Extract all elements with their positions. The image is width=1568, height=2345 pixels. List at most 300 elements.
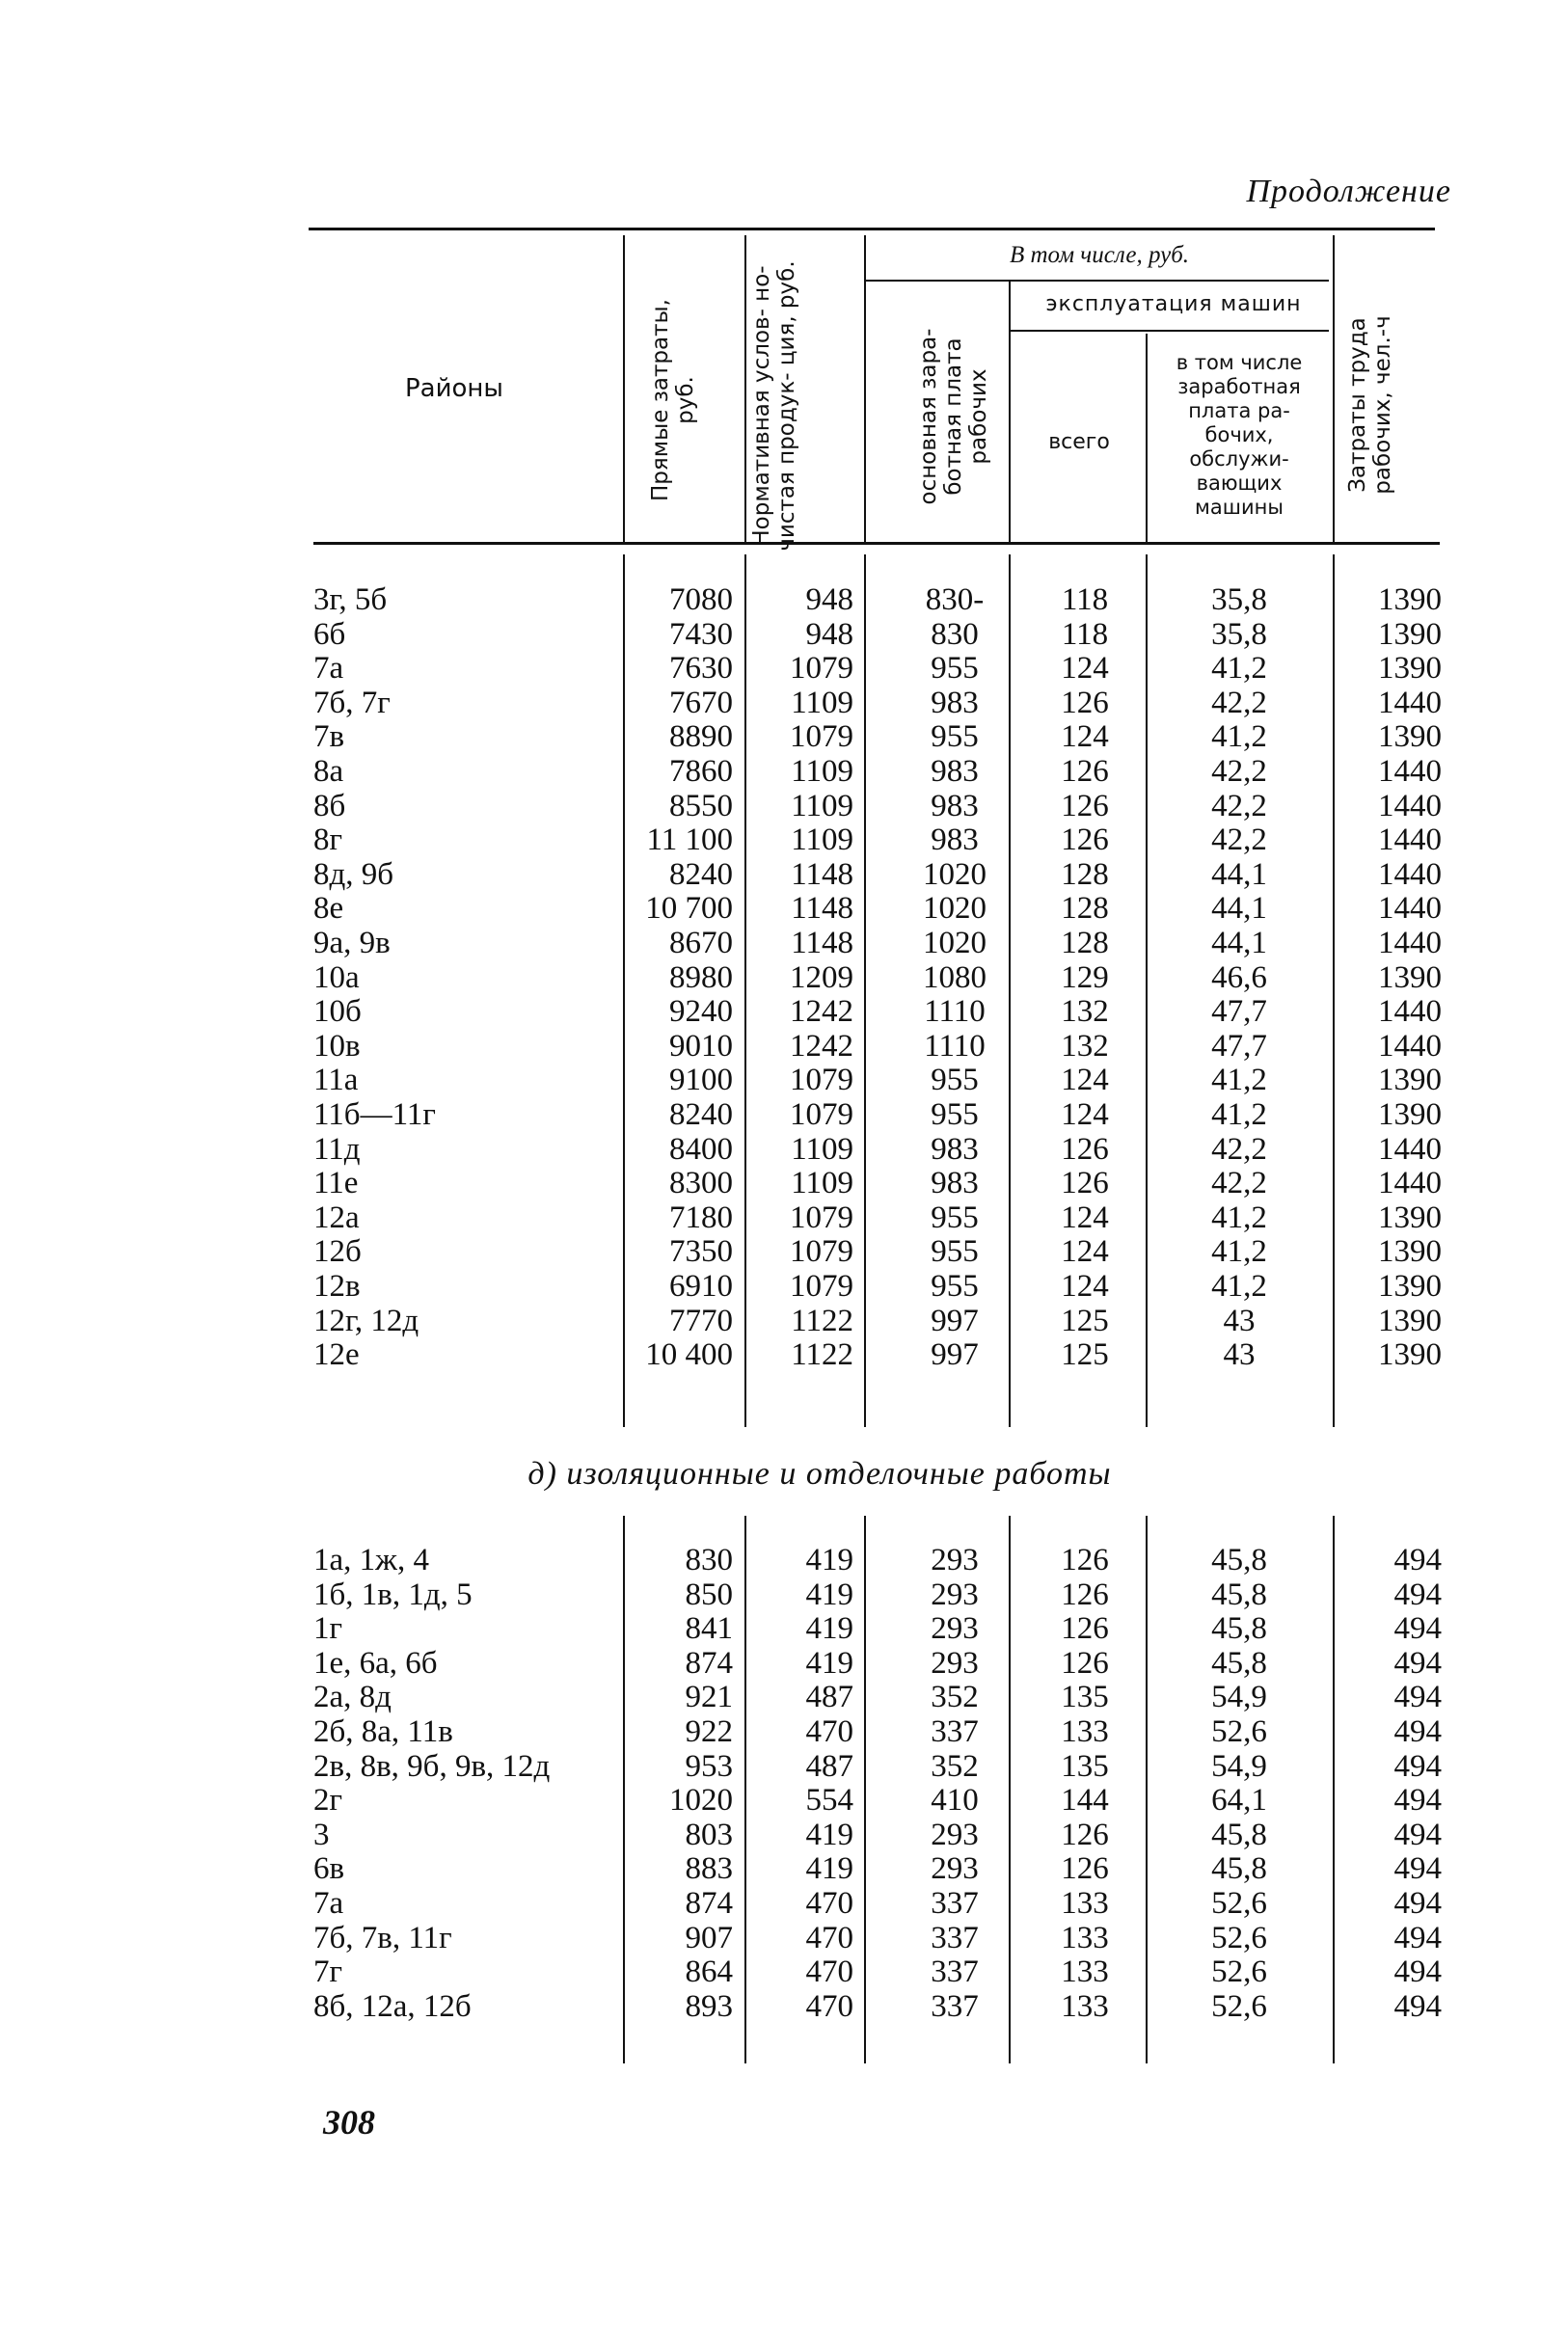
basic-wage-cell: 293 — [931, 1543, 979, 1577]
region-cell: 1г — [313, 1611, 343, 1647]
machine-total-cell: 126 — [1061, 1577, 1109, 1612]
direct-costs-cell: 9240 — [669, 994, 733, 1030]
region-cell: 2б, 8а, 11в — [313, 1714, 453, 1749]
region-cell: 10а — [313, 959, 360, 995]
header-bottom-rule — [313, 542, 1440, 545]
basic-wage-cell: 955 — [931, 1063, 979, 1098]
direct-costs-cell: 8240 — [669, 1097, 733, 1132]
normative-product-cell: 1109 — [791, 685, 853, 720]
normative-product-cell: 1079 — [790, 1269, 853, 1304]
operator-wage-cell: 44,1 — [1211, 891, 1267, 927]
machine-total-cell: 126 — [1061, 754, 1109, 789]
table-row — [0, 1954, 1568, 1989]
direct-costs-cell: 8670 — [669, 926, 733, 960]
direct-costs-cell: 7670 — [669, 685, 733, 720]
region-cell: 12а — [313, 1199, 360, 1235]
section-title: д) изоляционные и отделочные работы — [527, 1456, 1112, 1492]
labor-costs-cell: 1390 — [1378, 719, 1442, 755]
region-cell: 11а — [313, 1063, 359, 1098]
operator-wage-cell: 41,2 — [1211, 651, 1267, 687]
region-cell: 2а, 8д — [313, 1680, 392, 1715]
table-row — [0, 1680, 1568, 1714]
including-rub-header: В том числе, руб. — [1009, 242, 1190, 268]
table-row — [0, 926, 1568, 960]
table-row — [0, 686, 1568, 720]
direct-costs-cell: 874 — [685, 1645, 733, 1681]
machine-total-cell: 126 — [1061, 1543, 1109, 1577]
machine-total-cell: 124 — [1061, 651, 1109, 687]
labor-costs-cell: 1440 — [1378, 754, 1442, 789]
operator-wage-cell: 52,6 — [1211, 1988, 1267, 2024]
labor-costs-cell: 494 — [1393, 1988, 1442, 2024]
normative-product-cell: 419 — [805, 1817, 853, 1852]
region-cell: 1е, 6а, 6б — [313, 1645, 438, 1681]
labor-costs-cell: 1440 — [1378, 1028, 1442, 1064]
labor-costs-cell: 1440 — [1378, 856, 1442, 892]
machine-total-cell: 126 — [1061, 1131, 1109, 1167]
labor-costs-cell: 494 — [1393, 1714, 1442, 1749]
machine-total-cell: 128 — [1061, 856, 1109, 892]
table-row — [0, 1029, 1568, 1064]
basic-wage-cell: 997 — [931, 1303, 979, 1338]
region-cell: 8б, 12а, 12б — [313, 1988, 472, 2024]
machine-total-cell: 124 — [1061, 1199, 1109, 1235]
region-cell: 8а — [313, 754, 344, 789]
labor-costs-cell: 1390 — [1378, 1063, 1442, 1098]
table-row — [0, 1337, 1568, 1372]
machine-total-cell: 133 — [1061, 1988, 1109, 2024]
normative-product-cell: 419 — [805, 1645, 853, 1681]
labor-costs-cell: 1390 — [1378, 1337, 1442, 1373]
machine-total-cell: 132 — [1061, 994, 1109, 1030]
direct-costs-cell: 7430 — [669, 616, 733, 652]
machine-total-cell: 125 — [1061, 1337, 1109, 1373]
table-row — [0, 1097, 1568, 1132]
normative-product-cell: 1109 — [791, 1166, 853, 1201]
direct-costs-cell: 8550 — [669, 788, 733, 823]
region-cell: 12е — [313, 1337, 360, 1373]
machine-total-cell: 126 — [1061, 1851, 1109, 1887]
table-row — [0, 1851, 1568, 1886]
region-header: Районы — [405, 374, 503, 403]
table-row — [0, 1200, 1568, 1235]
total-header: всего — [1048, 430, 1110, 454]
table-row — [0, 960, 1568, 995]
normative-product-cell: 554 — [805, 1783, 853, 1819]
normative-product-cell: 1109 — [791, 788, 853, 823]
basic-wage-cell: 983 — [931, 754, 979, 789]
labor-costs-cell: 494 — [1393, 1543, 1442, 1577]
region-cell: 10в — [313, 1028, 361, 1064]
normative-product-cell: 1109 — [791, 1131, 853, 1167]
region-cell: 2в, 8в, 9б, 9в, 12д — [313, 1748, 551, 1784]
normative-product-cell: 470 — [805, 1988, 853, 2024]
labor-costs-cell: 1440 — [1378, 822, 1442, 858]
basic-wage-cell: 293 — [931, 1611, 979, 1647]
labor-costs-cell: 494 — [1393, 1886, 1442, 1921]
direct-costs-cell: 7860 — [669, 754, 733, 789]
region-cell: 11е — [313, 1166, 359, 1201]
direct-costs-cell: 803 — [685, 1817, 733, 1852]
direct-costs-cell: 8240 — [669, 856, 733, 892]
table-row — [0, 1749, 1568, 1784]
basic-wage-cell: 1020 — [923, 891, 987, 927]
operator-wage-cell: 41,2 — [1211, 1063, 1267, 1098]
operator-wage-cell: 45,8 — [1211, 1645, 1267, 1681]
normative-product-cell: 948 — [805, 582, 853, 617]
region-cell: 7а — [313, 651, 344, 687]
normative-product-cell: 470 — [805, 1886, 853, 1921]
machine-total-cell: 126 — [1061, 1611, 1109, 1647]
operator-wage-cell: 52,6 — [1211, 1954, 1267, 1990]
basic-wage-cell: 955 — [931, 1234, 979, 1270]
region-cell: 6в — [313, 1851, 345, 1887]
basic-wage-cell: 955 — [931, 719, 979, 755]
normative-product-cell: 1079 — [790, 1234, 853, 1270]
operator-wage-cell: 41,2 — [1211, 1199, 1267, 1235]
machine-total-cell: 124 — [1061, 1097, 1109, 1132]
basic-wage-cell: 293 — [931, 1645, 979, 1681]
labor-costs-cell: 1390 — [1378, 1269, 1442, 1304]
direct-costs-cell: 922 — [685, 1714, 733, 1749]
direct-costs-cell: 907 — [685, 1920, 733, 1955]
basic-wage-cell: 337 — [931, 1954, 979, 1990]
normative-product-cell: 470 — [805, 1920, 853, 1955]
machine-total-cell: 135 — [1061, 1680, 1109, 1715]
direct-costs-cell: 7080 — [669, 582, 733, 617]
including-subrule — [866, 280, 1329, 282]
region-cell: 12г, 12д — [313, 1303, 419, 1338]
direct-costs-cell: 850 — [685, 1577, 733, 1612]
region-cell: 7в — [313, 719, 345, 755]
labor-costs-cell: 1440 — [1378, 685, 1442, 720]
machine-total-cell: 126 — [1061, 1645, 1109, 1681]
table-row — [0, 1269, 1568, 1304]
direct-costs-cell: 11 100 — [646, 822, 733, 858]
region-cell: 7г — [313, 1954, 343, 1990]
operator-wage-cell: 45,8 — [1211, 1543, 1267, 1577]
labor-costs-cell: 1440 — [1378, 891, 1442, 927]
machine-total-cell: 133 — [1061, 1886, 1109, 1921]
normative-product-cell: 470 — [805, 1714, 853, 1749]
operator-wage-cell: 41,2 — [1211, 1097, 1267, 1132]
normative-product-cell: 1209 — [790, 959, 853, 995]
operator-wage-cell: 42,2 — [1211, 1166, 1267, 1201]
labor-costs-cell: 1390 — [1378, 582, 1442, 617]
basic-wage-cell: 997 — [931, 1337, 979, 1373]
machine-total-cell: 125 — [1061, 1303, 1109, 1338]
direct-costs-cell: 874 — [685, 1886, 733, 1921]
basic-wage-cell: 410 — [931, 1783, 979, 1819]
operator-wage-cell: 42,2 — [1211, 822, 1267, 858]
operator-wage-cell: 64,1 — [1211, 1783, 1267, 1819]
labor-costs-cell: 1390 — [1378, 1097, 1442, 1132]
labor-costs-cell: 1440 — [1378, 1166, 1442, 1201]
normative-product-cell: 1242 — [790, 1028, 853, 1064]
basic-wage-cell: 983 — [931, 685, 979, 720]
direct-costs-cell: 864 — [685, 1954, 733, 1990]
operator-wage-cell: 52,6 — [1211, 1714, 1267, 1749]
labor-costs-cell: 494 — [1393, 1611, 1442, 1647]
hdr-vline-5 — [1146, 334, 1148, 542]
region-cell: 8б — [313, 788, 346, 823]
labor-costs-cell: 1390 — [1378, 651, 1442, 687]
basic-wage-cell: 955 — [931, 651, 979, 687]
normative-product-cell: 1079 — [790, 1063, 853, 1098]
machines-subrule — [1011, 330, 1329, 332]
operator-wage-cell: 47,7 — [1211, 1028, 1267, 1064]
basic-wage-header: основная зара- ботная плата рабочих — [916, 328, 991, 505]
region-cell: 6б — [313, 616, 346, 652]
labor-costs-cell: 1440 — [1378, 994, 1442, 1030]
labor-costs-cell: 1440 — [1378, 788, 1442, 823]
machine-total-cell: 118 — [1061, 582, 1109, 617]
table-row — [0, 1577, 1568, 1612]
operator-wage-cell: 44,1 — [1211, 926, 1267, 960]
normative-product-cell: 1242 — [790, 994, 853, 1030]
basic-wage-cell: 983 — [931, 1131, 979, 1167]
table-row — [0, 1989, 1568, 2024]
region-cell: 8е — [313, 891, 344, 927]
table-row — [0, 891, 1568, 926]
machine-total-cell: 133 — [1061, 1920, 1109, 1955]
table-row — [0, 719, 1568, 754]
operator-wage-cell: 43 — [1223, 1303, 1256, 1338]
direct-costs-cell: 9010 — [669, 1028, 733, 1064]
operator-wage-cell: 45,8 — [1211, 1851, 1267, 1887]
basic-wage-cell: 955 — [931, 1097, 979, 1132]
machine-total-cell: 126 — [1061, 822, 1109, 858]
table-row — [0, 1886, 1568, 1921]
region-cell: 7б, 7в, 11г — [313, 1920, 452, 1955]
machine-total-cell: 124 — [1061, 1063, 1109, 1098]
normative-product-cell: 1109 — [791, 754, 853, 789]
region-cell: 3 — [313, 1817, 330, 1852]
table-row — [0, 857, 1568, 892]
labor-costs-cell: 1390 — [1378, 1234, 1442, 1270]
operator-wage-cell: 42,2 — [1211, 1131, 1267, 1167]
table-row — [0, 1132, 1568, 1167]
basic-wage-cell: 293 — [931, 1577, 979, 1612]
table-row — [0, 1714, 1568, 1749]
table-row — [0, 822, 1568, 857]
basic-wage-cell: 293 — [931, 1817, 979, 1852]
operator-wage-cell: 47,7 — [1211, 994, 1267, 1030]
labor-costs-header: Затраты труда рабочих, чел.-ч — [1345, 315, 1395, 495]
region-cell: 9а, 9в — [313, 926, 391, 960]
direct-costs-cell: 7350 — [669, 1234, 733, 1270]
hdr-vline-3 — [864, 235, 866, 542]
operator-wage-cell: 42,2 — [1211, 788, 1267, 823]
direct-costs-cell: 8890 — [669, 719, 733, 755]
direct-costs-cell: 7630 — [669, 651, 733, 687]
direct-costs-cell: 10 700 — [645, 891, 733, 927]
table-row — [0, 1063, 1568, 1097]
normative-product-cell: 470 — [805, 1954, 853, 1990]
labor-costs-cell: 494 — [1393, 1851, 1442, 1887]
labor-costs-cell: 1390 — [1378, 1199, 1442, 1235]
basic-wage-cell: 1020 — [923, 926, 987, 960]
machine-total-cell: 124 — [1061, 719, 1109, 755]
operator-wage-cell: 45,8 — [1211, 1611, 1267, 1647]
region-cell: 1а, 1ж, 4 — [313, 1543, 429, 1577]
labor-costs-cell: 494 — [1393, 1645, 1442, 1681]
normative-product-cell: 948 — [805, 616, 853, 652]
labor-costs-cell: 494 — [1393, 1748, 1442, 1784]
machine-total-cell: 144 — [1061, 1783, 1109, 1819]
machine-operation-header: эксплуатация машин — [1045, 292, 1302, 316]
region-cell: 10б — [313, 994, 362, 1030]
direct-costs-cell: 921 — [685, 1680, 733, 1715]
labor-costs-cell: 1440 — [1378, 1131, 1442, 1167]
direct-costs-cell: 841 — [685, 1611, 733, 1647]
hdr-vline-1 — [623, 235, 625, 542]
machine-total-cell: 124 — [1061, 1234, 1109, 1270]
table-row — [0, 754, 1568, 789]
machine-total-cell: 135 — [1061, 1748, 1109, 1784]
direct-costs-cell: 10 400 — [645, 1337, 733, 1373]
basic-wage-cell: 983 — [931, 788, 979, 823]
operator-wage-cell: 46,6 — [1211, 959, 1267, 995]
normative-product-cell: 1109 — [791, 822, 853, 858]
continuation-label: Продолжение — [1246, 174, 1451, 209]
table-row — [0, 1646, 1568, 1681]
direct-costs-cell: 883 — [685, 1851, 733, 1887]
operator-wage-cell: 44,1 — [1211, 856, 1267, 892]
operator-wage-cell: 35,8 — [1211, 616, 1267, 652]
operator-wage-cell: 42,2 — [1211, 685, 1267, 720]
machine-total-cell: 128 — [1061, 891, 1109, 927]
basic-wage-cell: 1020 — [923, 856, 987, 892]
direct-costs-cell: 9100 — [669, 1063, 733, 1098]
machine-total-cell: 133 — [1061, 1714, 1109, 1749]
operator-wage-cell: 42,2 — [1211, 754, 1267, 789]
basic-wage-cell: 337 — [931, 1988, 979, 2024]
table-row — [0, 1783, 1568, 1818]
operator-wage-cell: 52,6 — [1211, 1886, 1267, 1921]
operator-wage-cell: 41,2 — [1211, 1269, 1267, 1304]
region-cell: 7а — [313, 1886, 344, 1921]
table-row — [0, 1921, 1568, 1955]
labor-costs-cell: 1440 — [1378, 926, 1442, 960]
normative-product-cell: 1122 — [791, 1337, 853, 1373]
operator-wage-cell: 45,8 — [1211, 1817, 1267, 1852]
basic-wage-cell: 955 — [931, 1199, 979, 1235]
table-row — [0, 1304, 1568, 1338]
normative-product-cell: 1079 — [790, 651, 853, 687]
basic-wage-cell: 337 — [931, 1886, 979, 1921]
table-row — [0, 582, 1568, 617]
normative-product-cell: 419 — [805, 1611, 853, 1647]
direct-costs-cell: 7180 — [669, 1199, 733, 1235]
hdr-vline-4 — [1009, 282, 1011, 542]
basic-wage-cell: 983 — [931, 822, 979, 858]
region-cell: 11д — [313, 1131, 361, 1167]
labor-costs-cell: 494 — [1393, 1817, 1442, 1852]
labor-costs-cell: 494 — [1393, 1577, 1442, 1612]
basic-wage-cell: 293 — [931, 1851, 979, 1887]
region-cell: 3г, 5б — [313, 582, 388, 617]
basic-wage-cell: 352 — [931, 1680, 979, 1715]
operator-wage-cell: 54,9 — [1211, 1680, 1267, 1715]
hdr-vline-2 — [744, 235, 746, 542]
direct-costs-cell: 830 — [685, 1543, 733, 1577]
machine-total-cell: 126 — [1061, 788, 1109, 823]
region-cell: 1б, 1в, 1д, 5 — [313, 1577, 473, 1612]
normative-product-cell: 419 — [805, 1577, 853, 1612]
hdr-vline-6 — [1333, 235, 1335, 542]
region-cell: 12б — [313, 1234, 362, 1270]
table-row — [0, 1166, 1568, 1200]
direct-costs-cell: 1020 — [669, 1783, 733, 1819]
normative-product-header: Нормативная услов- но-чистая продук- ция, руб. — [749, 260, 799, 552]
table-row — [0, 651, 1568, 686]
machine-total-cell: 118 — [1061, 616, 1109, 652]
labor-costs-cell: 1390 — [1378, 616, 1442, 652]
page-number: 308 — [323, 2103, 375, 2142]
basic-wage-cell: 830- — [925, 582, 985, 617]
incl-wage-operators-header: в том числе заработная плата ра- бочих, обслужи- вающих машины — [1176, 351, 1303, 519]
normative-product-cell: 1122 — [791, 1303, 853, 1338]
basic-wage-cell: 337 — [931, 1714, 979, 1749]
table-row — [0, 789, 1568, 823]
labor-costs-cell: 1390 — [1378, 1303, 1442, 1338]
machine-total-cell: 128 — [1061, 926, 1109, 960]
direct-costs-header: Прямые затраты, руб. — [648, 299, 698, 501]
direct-costs-cell: 953 — [685, 1748, 733, 1784]
direct-costs-cell: 893 — [685, 1988, 733, 2024]
operator-wage-cell: 41,2 — [1211, 719, 1267, 755]
machine-total-cell: 126 — [1061, 1817, 1109, 1852]
header-top-rule — [309, 228, 1435, 230]
normative-product-cell: 1079 — [790, 719, 853, 755]
table-row — [0, 1818, 1568, 1852]
direct-costs-cell: 8300 — [669, 1166, 733, 1201]
machine-total-cell: 124 — [1061, 1269, 1109, 1304]
region-cell: 2г — [313, 1783, 343, 1819]
labor-costs-cell: 494 — [1393, 1954, 1442, 1990]
table-row — [0, 994, 1568, 1029]
operator-wage-cell: 41,2 — [1211, 1234, 1267, 1270]
direct-costs-cell: 8980 — [669, 959, 733, 995]
machine-total-cell: 126 — [1061, 1166, 1109, 1201]
operator-wage-cell: 43 — [1223, 1337, 1256, 1373]
region-cell: 8д, 9б — [313, 856, 394, 892]
normative-product-cell: 1148 — [791, 856, 853, 892]
normative-product-cell: 1148 — [791, 891, 853, 927]
basic-wage-cell: 1080 — [923, 959, 987, 995]
operator-wage-cell: 35,8 — [1211, 582, 1267, 617]
table-row — [0, 1543, 1568, 1577]
table-row — [0, 1611, 1568, 1646]
direct-costs-cell: 6910 — [669, 1269, 733, 1304]
basic-wage-cell: 1110 — [924, 994, 986, 1030]
normative-product-cell: 487 — [805, 1680, 853, 1715]
region-cell: 11б—11г — [313, 1097, 436, 1132]
basic-wage-cell: 830 — [931, 616, 979, 652]
labor-costs-cell: 494 — [1393, 1680, 1442, 1715]
basic-wage-cell: 352 — [931, 1748, 979, 1784]
labor-costs-cell: 494 — [1393, 1920, 1442, 1955]
machine-total-cell: 126 — [1061, 685, 1109, 720]
normative-product-cell: 1079 — [790, 1097, 853, 1132]
normative-product-cell: 419 — [805, 1851, 853, 1887]
normative-product-cell: 1148 — [791, 926, 853, 960]
basic-wage-cell: 983 — [931, 1166, 979, 1201]
machine-total-cell: 129 — [1061, 959, 1109, 995]
direct-costs-cell: 7770 — [669, 1303, 733, 1338]
operator-wage-cell: 52,6 — [1211, 1920, 1267, 1955]
